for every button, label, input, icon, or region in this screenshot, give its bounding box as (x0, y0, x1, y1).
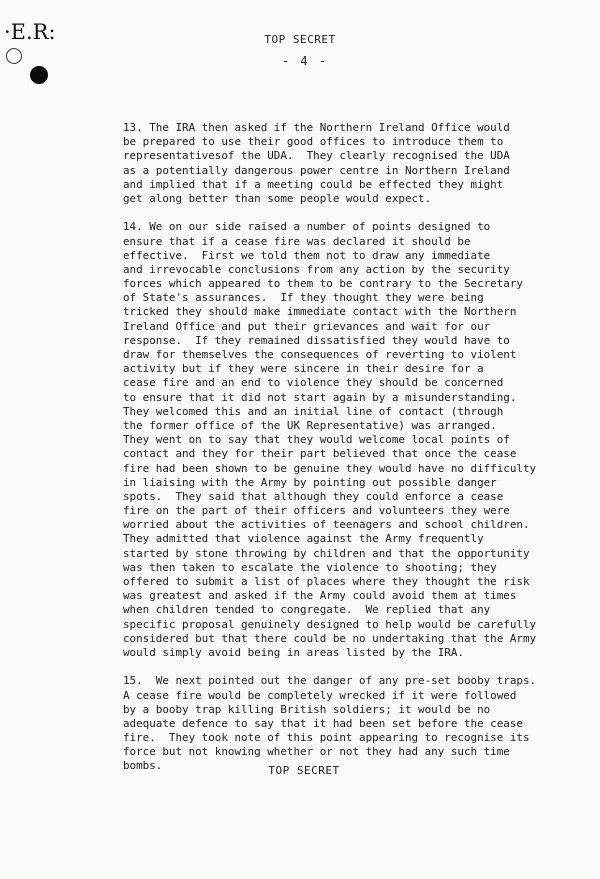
text-line: be prepared to use their good offices to introduce them to (123, 135, 504, 149)
text-line: 14. We on our side raised a number of points designed to (123, 220, 491, 234)
page-number: - 4 - (281, 54, 329, 68)
footer-classification: TOP SECRET (268, 764, 340, 777)
text-line: started by stone throwing by children and that the opportunity (123, 546, 530, 560)
text-line: was greatest and asked if the Army could avoid them at times (123, 589, 517, 603)
text-line: the former office of the UK Representative) was arranged. (123, 418, 497, 432)
text-line: forces which appeared to them to be contrary to the Secretary (123, 277, 523, 291)
text-line: to ensure that it did not start again by a misunderstanding. (123, 390, 517, 404)
text-line: of State's assurances. If they thought they were being (123, 291, 484, 305)
text-line: Ireland Office and put their grievances and wait for our (123, 319, 491, 333)
text-line: spots. They said that although they could enforce a cease (123, 489, 504, 503)
text-line: by a booby trap killing British soldiers; it would be no (123, 702, 491, 716)
text-line: fire had been shown to be genuine they would have no difficulty (123, 461, 537, 475)
text-line: and implied that if a meeting could be effected they might (123, 177, 504, 191)
text-line: effective. First we told them not to draw any immediate (123, 248, 491, 262)
text-line: as a potentially dangerous power centre in Northern Ireland (123, 163, 510, 177)
paragraph-14 (123, 220, 537, 660)
text-line: adequate defence to say that it had been set before the cease (123, 716, 523, 730)
text-line: They welcomed this and an initial line of contact (through (123, 404, 504, 418)
paragraph-15 (123, 674, 537, 773)
text-line: would simply avoid being in areas listed by the IRA. (123, 645, 464, 659)
text-line: cease fire and an end to violence they should be concerned (123, 376, 504, 390)
text-line: ensure that if a cease fire was declared it should be (123, 234, 471, 248)
text-line: A cease fire would be completely wrecked if it were followed (123, 688, 517, 702)
text-line: tricked they should make immediate contact with the Northern (123, 305, 517, 319)
text-line: worried about the activities of teenagers and school children. (123, 518, 530, 532)
text-line: representativesof the UDA. They clearly recognised the UDA (123, 149, 510, 163)
paragraph-13 (123, 121, 518, 206)
text-line: and irrevocable conclusions from any action by the security (123, 262, 510, 276)
handwritten-initials: ·E.R: (4, 20, 56, 44)
text-line: fire on the part of their officers and volunteers they were (123, 504, 510, 518)
text-line: contact and they for their part believed that once the cease (123, 447, 517, 461)
text-line: draw for themselves the consequences of reverting to violent (123, 348, 517, 361)
header-classification: TOP SECRET (264, 33, 336, 46)
hole-punch (30, 66, 48, 84)
text-line: offered to submit a list of places where they thought the risk (123, 575, 530, 588)
text-line: response. If they remained dissatisfied they would have to (123, 333, 510, 347)
text-line: was then taken to escalate the violence to shooting; they (123, 560, 497, 574)
text-line: activity but if they were sincere in their desire for a (123, 362, 484, 376)
document-body (123, 121, 537, 788)
text-line: when children tended to congregate. We replied that any (123, 603, 491, 617)
text-line: 13. The IRA then asked if the Northern Ireland Office would (123, 121, 510, 134)
text-line: in liaising with the Army by pointing out possible danger (123, 475, 497, 489)
text-line: get along better than some people would expect. (123, 191, 432, 205)
text-line: force but not knowing whether or not they had any such time (123, 745, 510, 759)
text-line: specific proposal genuinely designed to help would be carefully (123, 617, 537, 631)
text-line: They went on to say that they would welcome local points of (123, 433, 510, 447)
text-line: 15. We next pointed out the danger of any pre-set booby traps. (123, 674, 537, 688)
text-line: fire. They took note of this point appearing to recognise its (123, 731, 530, 745)
text-line: bombs. (123, 759, 163, 773)
text-line: They admitted that violence against the Army frequently (123, 532, 484, 546)
text-line: considered but that there could be no undertaking that the Army (123, 631, 537, 645)
